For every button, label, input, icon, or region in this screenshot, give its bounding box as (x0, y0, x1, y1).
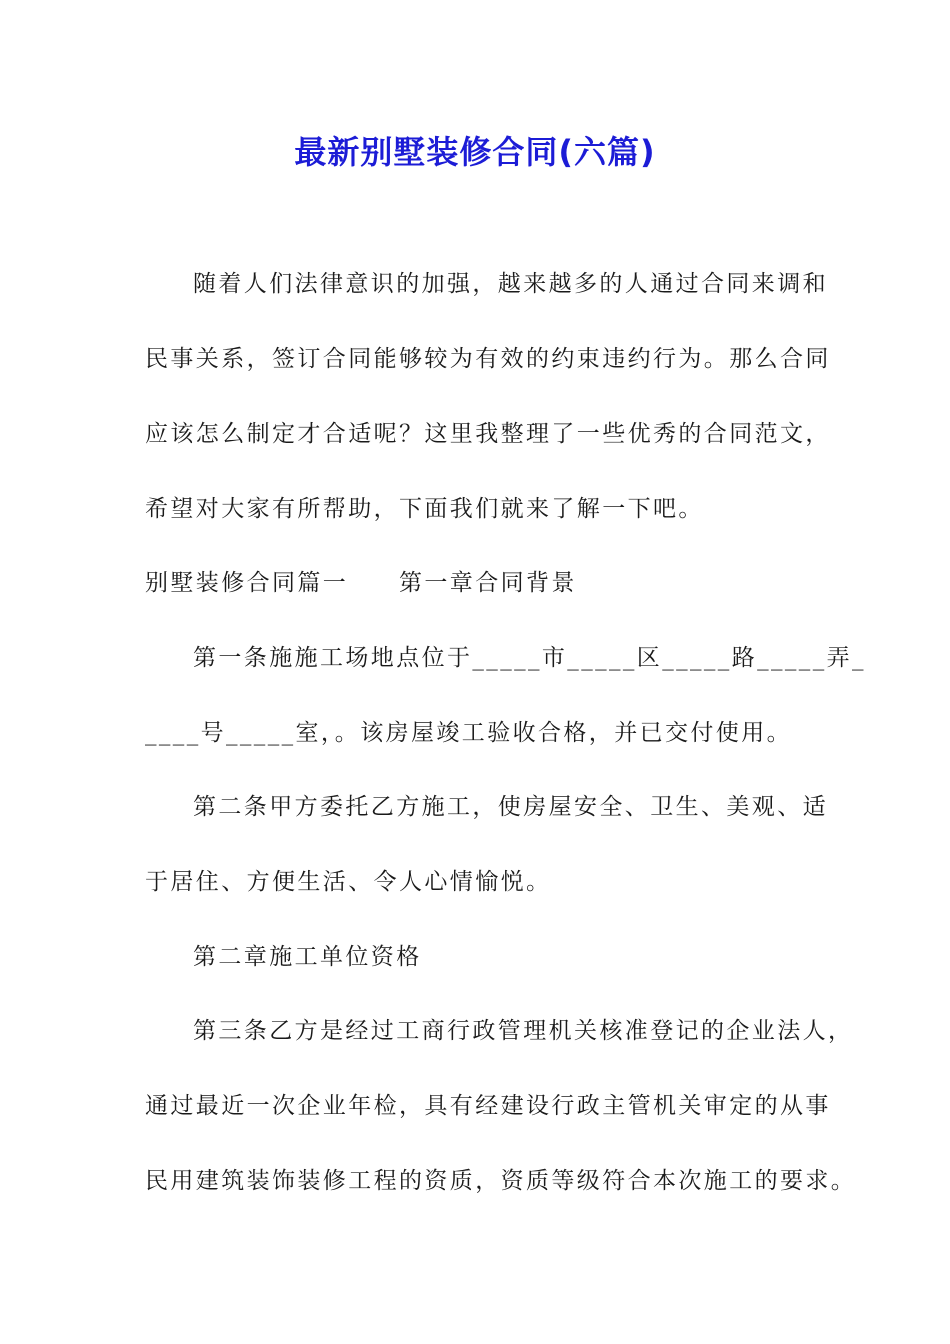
paragraph-line: 第三条乙方是经过工商行政管理机关核准登记的企业法人， (193, 1018, 854, 1044)
document-title: 最新别墅装修合同(六篇) (294, 133, 656, 171)
paragraph-line: ____号_____室，。该房屋竣工验收合格，并已交付使用。 (145, 720, 792, 746)
paragraph-line: 民事关系，签订合同能够较为有效的约束违约行为。那么合同 (145, 346, 831, 372)
paragraph-line: 希望对大家有所帮助，下面我们就来了解一下吧。 (145, 496, 704, 522)
chapter-heading: 第二章施工单位资格 (193, 944, 422, 970)
paragraph-line: 于居住、方便生活、令人心情愉悦。 (145, 869, 552, 895)
paragraph-line: 第一条施施工场地点位于_____市_____区_____路_____弄_ (193, 645, 866, 671)
paragraph-line: 随着人们法律意识的加强，越来越多的人通过合同来调和 (193, 271, 828, 297)
section-heading: 别墅装修合同篇一 第一章合同背景 (145, 570, 577, 596)
paragraph-line: 应该怎么制定才合适呢？这里我整理了一些优秀的合同范文， (145, 421, 831, 447)
paragraph-line: 通过最近一次企业年检，具有经建设行政主管机关审定的从事 (145, 1093, 831, 1119)
paragraph-line: 民用建筑装饰装修工程的资质，资质等级符合本次施工的要求。 (145, 1168, 857, 1194)
paragraph-line: 第二条甲方委托乙方施工，使房屋安全、卫生、美观、适 (193, 794, 828, 820)
